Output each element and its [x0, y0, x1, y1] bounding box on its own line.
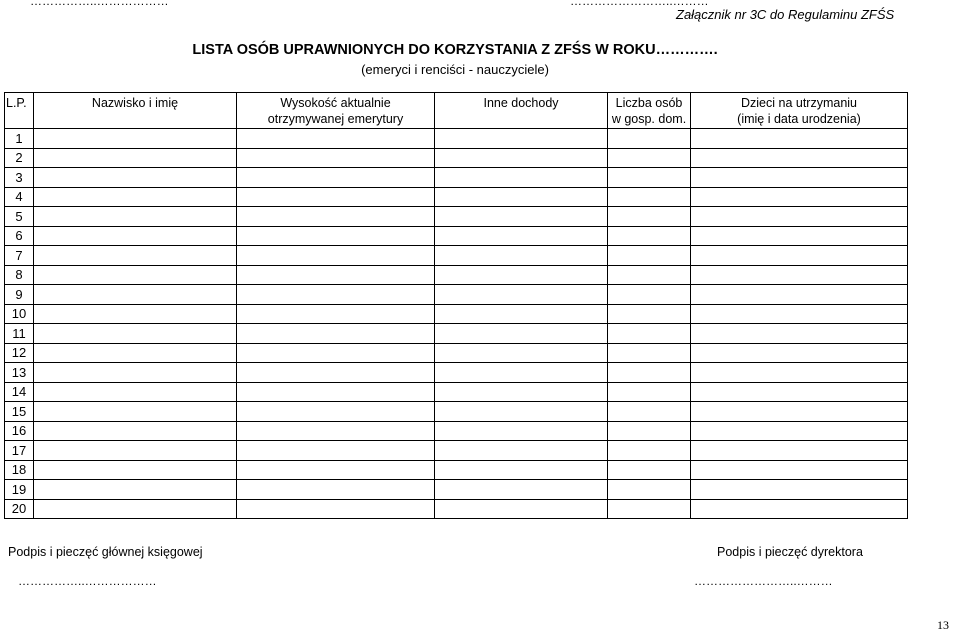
row-number: 11 — [5, 324, 34, 344]
children-cell[interactable] — [691, 441, 908, 461]
beneficiaries-table — [4, 92, 908, 519]
household-size-cell[interactable] — [608, 460, 691, 480]
pension-cell[interactable] — [237, 441, 435, 461]
other-income-cell[interactable] — [435, 343, 608, 363]
other-income-cell[interactable] — [435, 226, 608, 246]
name-cell[interactable] — [34, 246, 237, 266]
name-cell[interactable] — [34, 207, 237, 227]
name-cell[interactable] — [34, 168, 237, 188]
other-income-cell[interactable] — [435, 285, 608, 305]
name-cell[interactable] — [34, 129, 237, 149]
top-right-dotted-line: ……………………..……… — [570, 0, 709, 8]
table-header-row — [5, 93, 908, 129]
pension-cell[interactable] — [237, 207, 435, 227]
household-size-cell[interactable] — [608, 304, 691, 324]
row-number: 20 — [5, 499, 34, 519]
household-size-cell[interactable] — [608, 382, 691, 402]
name-cell[interactable] — [34, 421, 237, 441]
pension-cell[interactable] — [237, 363, 435, 383]
table-row — [5, 187, 908, 207]
household-size-cell[interactable] — [608, 265, 691, 285]
other-income-cell[interactable] — [435, 421, 608, 441]
column-header-name: Nazwisko i imię — [34, 93, 237, 129]
children-cell[interactable] — [691, 460, 908, 480]
name-cell[interactable] — [34, 363, 237, 383]
children-cell[interactable] — [691, 148, 908, 168]
table-row — [5, 285, 908, 305]
pension-cell[interactable] — [237, 148, 435, 168]
name-cell[interactable] — [34, 324, 237, 344]
column-header-children: Dzieci na utrzymaniu (imię i data urodzenia) — [691, 93, 908, 129]
row-number: 2 — [5, 148, 34, 168]
children-cell[interactable] — [691, 207, 908, 227]
row-number: 1 — [5, 129, 34, 149]
other-income-cell[interactable] — [435, 480, 608, 500]
table-row — [5, 480, 908, 500]
column-header-pension: Wysokość aktualnie otrzymywanej emerytury — [237, 93, 435, 129]
household-size-cell[interactable] — [608, 441, 691, 461]
children-cell[interactable] — [691, 168, 908, 188]
row-number: 4 — [5, 187, 34, 207]
household-size-cell[interactable] — [608, 402, 691, 422]
household-size-cell[interactable] — [608, 129, 691, 149]
children-cell[interactable] — [691, 285, 908, 305]
table-row — [5, 499, 908, 519]
pension-cell[interactable] — [237, 226, 435, 246]
other-income-cell[interactable] — [435, 499, 608, 519]
table-row — [5, 207, 908, 227]
pension-cell[interactable] — [237, 168, 435, 188]
table-row — [5, 148, 908, 168]
other-income-cell[interactable] — [435, 207, 608, 227]
table-row — [5, 343, 908, 363]
row-number: 17 — [5, 441, 34, 461]
children-cell[interactable] — [691, 402, 908, 422]
accountant-signature-line: ……………..……………… — [18, 574, 157, 588]
household-size-cell[interactable] — [608, 343, 691, 363]
other-income-cell[interactable] — [435, 304, 608, 324]
other-income-cell[interactable] — [435, 363, 608, 383]
household-size-cell[interactable] — [608, 226, 691, 246]
name-cell[interactable] — [34, 285, 237, 305]
table-row — [5, 168, 908, 188]
other-income-cell[interactable] — [435, 441, 608, 461]
household-size-cell[interactable] — [608, 324, 691, 344]
row-number: 8 — [5, 265, 34, 285]
children-cell[interactable] — [691, 226, 908, 246]
document-title: LISTA OSÓB UPRAWNIONYCH DO KORZYSTANIA Z ZFŚS W ROKU…………. — [192, 42, 718, 58]
household-size-cell[interactable] — [608, 168, 691, 188]
row-number: 16 — [5, 421, 34, 441]
column-header-household-size: Liczba osób w gosp. dom. — [608, 93, 691, 129]
household-size-cell[interactable] — [608, 285, 691, 305]
other-income-cell[interactable] — [435, 187, 608, 207]
children-cell[interactable] — [691, 324, 908, 344]
other-income-cell[interactable] — [435, 148, 608, 168]
row-number: 9 — [5, 285, 34, 305]
row-number: 3 — [5, 168, 34, 188]
pension-cell[interactable] — [237, 499, 435, 519]
table-row — [5, 324, 908, 344]
pension-cell[interactable] — [237, 460, 435, 480]
name-cell[interactable] — [34, 265, 237, 285]
document-subtitle: (emeryci i renciści - nauczyciele) — [361, 62, 549, 77]
row-number: 5 — [5, 207, 34, 227]
table-row — [5, 382, 908, 402]
household-size-cell[interactable] — [608, 499, 691, 519]
table-row — [5, 460, 908, 480]
household-size-cell[interactable] — [608, 363, 691, 383]
table-row — [5, 226, 908, 246]
children-cell[interactable] — [691, 187, 908, 207]
name-cell[interactable] — [34, 460, 237, 480]
pension-cell[interactable] — [237, 246, 435, 266]
pension-cell[interactable] — [237, 304, 435, 324]
other-income-cell[interactable] — [435, 324, 608, 344]
pension-cell[interactable] — [237, 382, 435, 402]
pension-cell[interactable] — [237, 265, 435, 285]
children-cell[interactable] — [691, 363, 908, 383]
table-row — [5, 363, 908, 383]
household-size-cell[interactable] — [608, 187, 691, 207]
row-number: 7 — [5, 246, 34, 266]
row-number: 12 — [5, 343, 34, 363]
director-signature-line: ……………………..……… — [694, 574, 833, 588]
row-number: 18 — [5, 460, 34, 480]
table-row — [5, 246, 908, 266]
pension-cell[interactable] — [237, 343, 435, 363]
name-cell[interactable] — [34, 402, 237, 422]
row-number: 19 — [5, 480, 34, 500]
other-income-cell[interactable] — [435, 168, 608, 188]
column-header-lp: L.P. — [5, 93, 34, 129]
children-cell[interactable] — [691, 480, 908, 500]
household-size-cell[interactable] — [608, 421, 691, 441]
name-cell[interactable] — [34, 343, 237, 363]
pension-cell[interactable] — [237, 324, 435, 344]
name-cell[interactable] — [34, 480, 237, 500]
table-row — [5, 421, 908, 441]
children-cell[interactable] — [691, 421, 908, 441]
children-cell[interactable] — [691, 304, 908, 324]
children-cell[interactable] — [691, 246, 908, 266]
household-size-cell[interactable] — [608, 148, 691, 168]
name-cell[interactable] — [34, 499, 237, 519]
column-header-other-income: Inne dochody — [435, 93, 608, 129]
name-cell[interactable] — [34, 441, 237, 461]
other-income-cell[interactable] — [435, 246, 608, 266]
household-size-cell[interactable] — [608, 207, 691, 227]
other-income-cell[interactable] — [435, 129, 608, 149]
name-cell[interactable] — [34, 382, 237, 402]
row-number: 15 — [5, 402, 34, 422]
pension-cell[interactable] — [237, 285, 435, 305]
table-row — [5, 129, 908, 149]
name-cell[interactable] — [34, 304, 237, 324]
children-cell[interactable] — [691, 499, 908, 519]
name-cell[interactable] — [34, 187, 237, 207]
other-income-cell[interactable] — [435, 460, 608, 480]
director-signature-label: Podpis i pieczęć dyrektora — [717, 545, 863, 559]
household-size-cell[interactable] — [608, 246, 691, 266]
row-number: 10 — [5, 304, 34, 324]
table-row — [5, 265, 908, 285]
children-cell[interactable] — [691, 265, 908, 285]
row-number: 6 — [5, 226, 34, 246]
children-cell[interactable] — [691, 129, 908, 149]
table-row — [5, 304, 908, 324]
other-income-cell[interactable] — [435, 402, 608, 422]
pension-cell[interactable] — [237, 187, 435, 207]
pension-cell[interactable] — [237, 480, 435, 500]
page-number: 13 — [937, 618, 949, 632]
annex-label: Załącznik nr 3C do Regulaminu ZFŚS — [676, 7, 895, 22]
pension-cell[interactable] — [237, 402, 435, 422]
children-cell[interactable] — [691, 343, 908, 363]
row-number: 13 — [5, 363, 34, 383]
table-row — [5, 441, 908, 461]
other-income-cell[interactable] — [435, 265, 608, 285]
accountant-signature-label: Podpis i pieczęć głównej księgowej — [8, 545, 203, 559]
row-number: 14 — [5, 382, 34, 402]
pension-cell[interactable] — [237, 421, 435, 441]
pension-cell[interactable] — [237, 129, 435, 149]
other-income-cell[interactable] — [435, 382, 608, 402]
top-left-dotted-line: ……………..……………… — [30, 0, 169, 8]
children-cell[interactable] — [691, 382, 908, 402]
household-size-cell[interactable] — [608, 480, 691, 500]
name-cell[interactable] — [34, 226, 237, 246]
name-cell[interactable] — [34, 148, 237, 168]
table-row — [5, 402, 908, 422]
